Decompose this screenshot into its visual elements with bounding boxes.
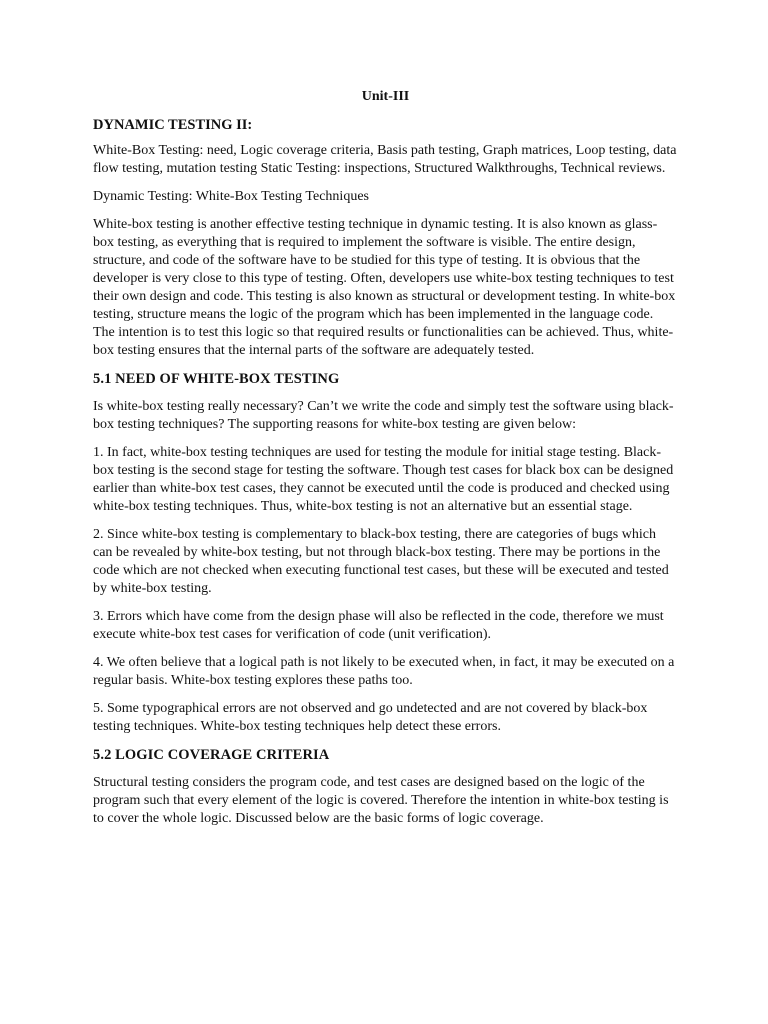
unit-title: Unit-III (361, 89, 410, 104)
section-51-heading: 5.1 NEED OF WHITE-BOX TESTING (93, 371, 340, 387)
list-item: 4. We often believe that a logical path is not likely to be executed when, in fact, it may be executed on a regular basis. White-box testing explores these paths too. (93, 655, 675, 688)
section-51-intro: Is white-box testing really necessary? Can’t we write the code and simply test the software using black-box testing techniques? The supporting reasons for white-box testing are given below: (93, 399, 674, 432)
section-52-heading: 5.2 LOGIC COVERAGE CRITERIA (93, 747, 330, 763)
subtitle-paragraph: Dynamic Testing: White-Box Testing Techniques (93, 189, 369, 204)
list-item: 1. In fact, white-box testing techniques are used for testing the module for initial stage testing. Black-box testing is the second stage for testing the software. Though test cases for black box can be designed earlier than white-box test cases, they cannot be executed until the code is produced and checked using white-box testing techniques. Thus, white-box testing is not an alternative but an essential stage. (93, 445, 674, 514)
list-item: 3. Errors which have come from the design phase will also be reflected in the code, therefore we must execute white-box test cases for verification of code (unit verification). (93, 609, 664, 642)
topics-paragraph: White-Box Testing: need, Logic coverage criteria, Basis path testing, Graph matrices, Loop testing, data flow testing, mutation testing Static Testing: inspections, Structured Walkthroughs, Technical reviews. (93, 143, 677, 176)
list-item: 5. Some typographical errors are not observed and go undetected and are not covered by black-box testing techniques. White-box testing techniques help detect these errors. (93, 701, 648, 734)
intro-paragraph: White-box testing is another effective testing technique in dynamic testing. It is also known as glass-box testing, as everything that is required to implement the software is visible. The entire design, structure, and code of the software have to be studied for this type of testing. It is obvious that the developer is very close to this type of testing. Often, developers use white-box testing techniques to test their own design and code. This testing is also known as structural or development testing. In white-box testing, structure means the logic of the program which has been implemented in the language code. The intention is to test this logic so that required results or functionalities can be achieved. Thus, white-box testing ensures that the internal parts of the software are adequately tested. (93, 217, 676, 358)
section-title: DYNAMIC TESTING II: (93, 117, 253, 133)
section-52-body: Structural testing considers the program code, and test cases are designed based on the logic of the program such that every element of the logic is covered. Therefore the intention in white-box testing is to cover the whole logic. Discussed below are the basic forms of logic coverage. (93, 775, 669, 826)
document-content (93, 88, 678, 838)
list-item: 2. Since white-box testing is complementary to black-box testing, there are categories of bugs which can be revealed by white-box testing, but not through black-box testing. There may be portions in the code which are not checked when executing functional test cases, but these will be executed and tested by white-box testing. (93, 527, 669, 596)
